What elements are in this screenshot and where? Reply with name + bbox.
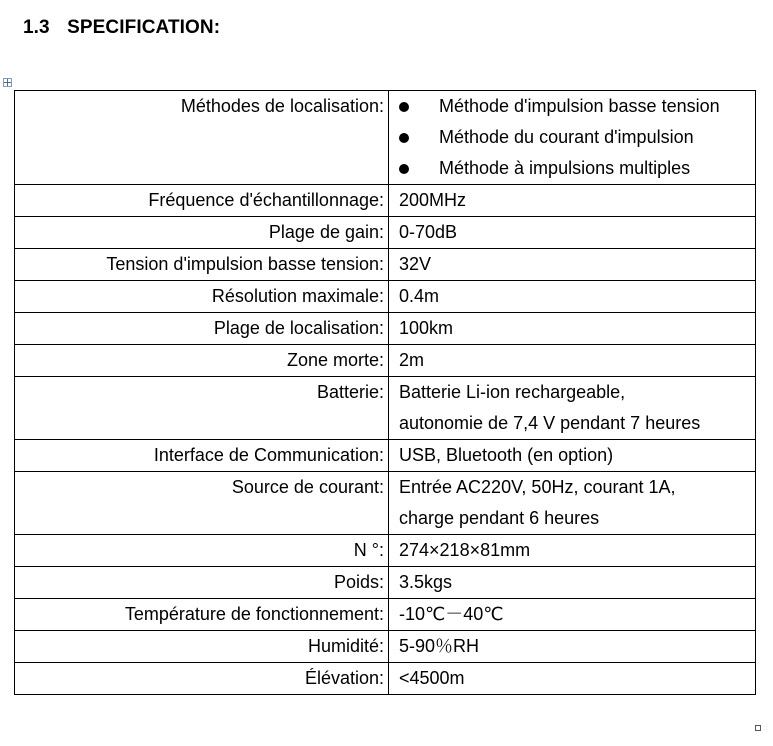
row-value	[389, 91, 756, 185]
value-line: Entrée AC220V, 50Hz, courant 1A,	[399, 477, 676, 497]
value-line: autonomie de 7,4 V pendant 7 heures	[399, 413, 701, 433]
row-label: Poids:	[15, 567, 389, 599]
specification-table	[14, 90, 756, 695]
row-value: USB, Bluetooth (en option)	[389, 440, 756, 472]
row-label: Température de fonctionnement:	[15, 599, 389, 631]
bullet-icon	[399, 164, 409, 174]
bullet-icon	[399, 133, 409, 143]
row-value: 32V	[389, 249, 756, 281]
row-value: -10℃－40℃	[389, 599, 756, 631]
value-line: Batterie Li-ion rechargeable,	[399, 382, 626, 402]
row-label: Fréquence d'échantillonnage:	[15, 185, 389, 217]
row-label: Source de courant:	[15, 472, 389, 535]
table-row-range	[15, 313, 756, 345]
row-label: Plage de gain:	[15, 217, 389, 249]
table-row-resolution	[15, 281, 756, 313]
table-row-power	[15, 472, 756, 535]
list-item: Méthode d'impulsion basse tension	[399, 91, 749, 122]
row-label: Batterie:	[15, 377, 389, 440]
row-value	[389, 377, 756, 440]
methods-list	[399, 91, 749, 184]
row-value: 274×218×81mm	[389, 535, 756, 567]
list-item: Méthode à impulsions multiples	[399, 153, 749, 184]
row-label: N °:	[15, 535, 389, 567]
row-value: 200MHz	[389, 185, 756, 217]
row-label: Interface de Communication:	[15, 440, 389, 472]
list-item: Méthode du courant d'impulsion	[399, 122, 749, 153]
row-value: 0-70dB	[389, 217, 756, 249]
table-row-dead-zone	[15, 345, 756, 377]
table-row-methods	[15, 91, 756, 185]
table-resize-handle-icon[interactable]	[755, 725, 761, 731]
row-label: Humidité:	[15, 631, 389, 663]
table-row-humidity	[15, 631, 756, 663]
bullet-icon	[399, 102, 409, 112]
row-label: Méthodes de localisation:	[15, 91, 389, 185]
table-row-sampling	[15, 185, 756, 217]
section-title: SPECIFICATION:	[67, 17, 221, 38]
section-number: 1.3	[23, 17, 50, 38]
table-row-temperature	[15, 599, 756, 631]
row-label: Tension d'impulsion basse tension:	[15, 249, 389, 281]
row-label: Élévation:	[15, 663, 389, 695]
table-move-handle-icon[interactable]	[3, 78, 12, 87]
table-row-interface	[15, 440, 756, 472]
row-value: <4500m	[389, 663, 756, 695]
table-row-weight	[15, 567, 756, 599]
value-line: charge pendant 6 heures	[399, 508, 600, 528]
row-value: 2m	[389, 345, 756, 377]
table-row-gain	[15, 217, 756, 249]
row-label: Résolution maximale:	[15, 281, 389, 313]
row-value: 100km	[389, 313, 756, 345]
section-heading	[23, 17, 220, 39]
row-value	[389, 472, 756, 535]
table-row-elevation	[15, 663, 756, 695]
row-value: 0.4m	[389, 281, 756, 313]
row-label: Zone morte:	[15, 345, 389, 377]
table-row-pulse-voltage	[15, 249, 756, 281]
row-label: Plage de localisation:	[15, 313, 389, 345]
table-row-dimensions	[15, 535, 756, 567]
row-value: 3.5kgs	[389, 567, 756, 599]
row-value: 5-90％RH	[389, 631, 756, 663]
table-row-battery	[15, 377, 756, 440]
